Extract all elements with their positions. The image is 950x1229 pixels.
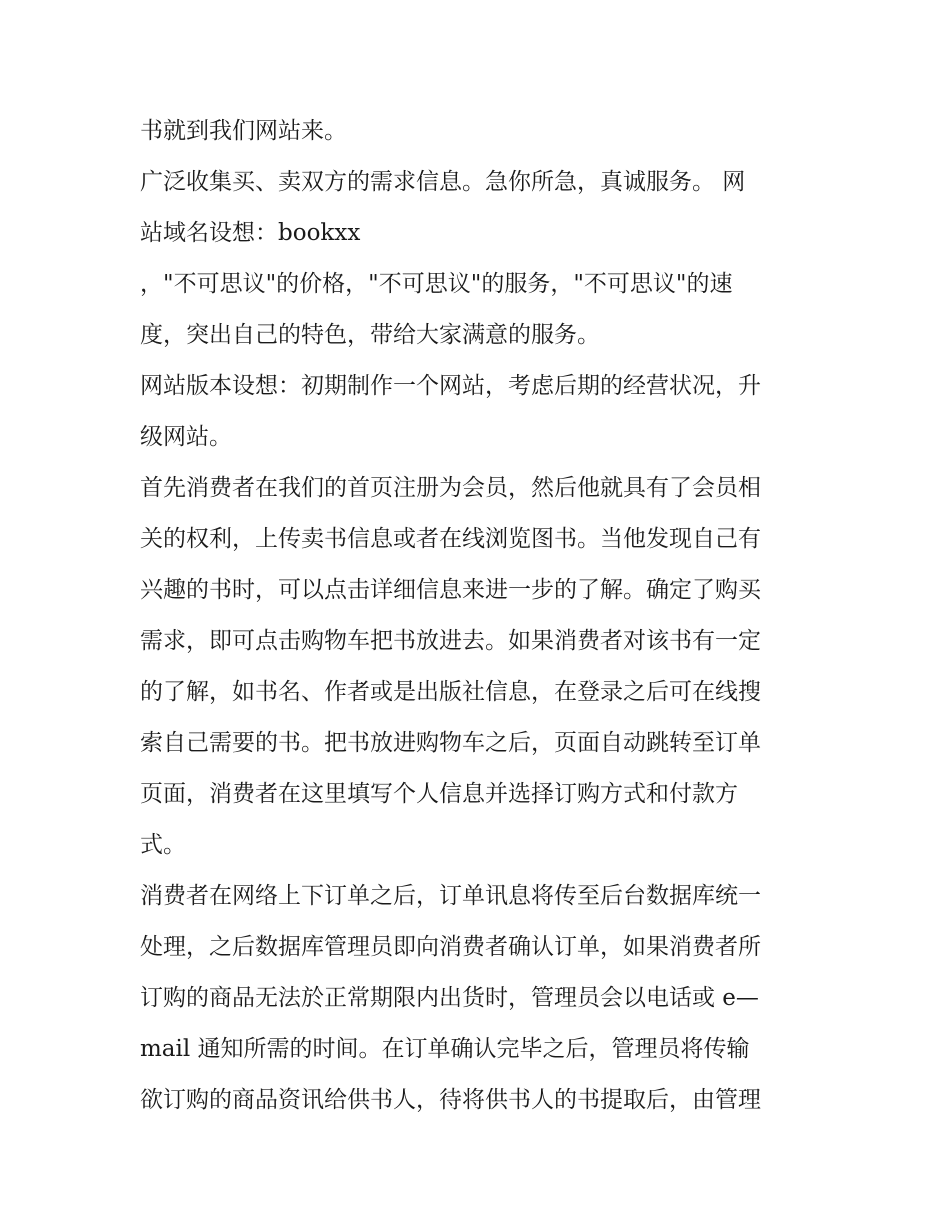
text-line: 消费者在网络上下订单之后，订单讯息将传至后台数据库统一 <box>140 883 761 909</box>
document-body <box>140 106 815 1126</box>
text-line: mail 通知所需的时间。在订单确认完毕之后，管理员将传输 <box>140 1036 750 1062</box>
paragraph-intro-tail <box>140 106 815 157</box>
text-line: 的了解，如书名、作者或是出版社信息，在登录之后可在线搜 <box>140 679 761 705</box>
text-line: 级网站。 <box>140 424 232 450</box>
text-line: 索自己需要的书。把书放进购物车之后，页面自动跳转至订单 <box>140 730 761 756</box>
text-line: 订购的商品无法於正常期限内出货时，管理员会以电话或 e— <box>140 985 759 1011</box>
text-line: 欲订购的商品资讯给供书人，待将供书人的书提取后，由管理 <box>140 1087 761 1113</box>
text-line: 网站版本设想：初期制作一个网站，考虑后期的经营状况，升 <box>140 373 761 399</box>
paragraph-shopping-flow <box>140 463 815 871</box>
text-line: 兴趣的书时，可以点击详细信息来进一步的了解。确定了购买 <box>140 577 761 603</box>
paragraph-service-goal <box>140 157 815 259</box>
text-line: 关的权利，上传卖书信息或者在线浏览图书。当他发现自己有 <box>140 526 761 552</box>
paragraph-order-processing <box>140 871 815 1126</box>
paragraph-version-plan <box>140 361 815 463</box>
text-line: ，"不可思议"的价格，"不可思议"的服务，"不可思议"的速 <box>140 271 733 297</box>
text-line: 页面，消费者在这里填写个人信息并选择订购方式和付款方 <box>140 781 738 807</box>
text-line: 广泛收集买、卖双方的需求信息。急你所急，真诚服务。 网 <box>140 169 746 195</box>
text-line: 处理，之后数据库管理员即向消费者确认订单，如果消费者所 <box>140 934 761 960</box>
text-line: 度，突出自己的特色，带给大家满意的服务。 <box>140 322 600 348</box>
paragraph-slogan <box>140 259 815 361</box>
text-line: 需求，即可点击购物车把书放进去。如果消费者对该书有一定 <box>140 628 761 654</box>
text-line: 首先消费者在我们的首页注册为会员，然后他就具有了会员相 <box>140 475 761 501</box>
text-line: 式。 <box>140 832 186 858</box>
text-line: 书就到我们网站来。 <box>140 118 347 144</box>
text-line: 站域名设想：bookxx <box>140 220 361 246</box>
